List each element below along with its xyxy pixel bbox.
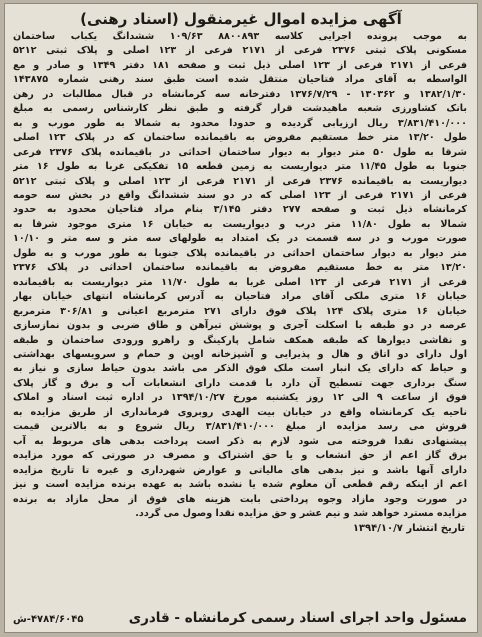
publish-date: تاریخ انتشار ۱۳۹۴/۱۰/۷	[352, 523, 465, 535]
body-line: در صورت وجود مازاد وجوه پرداختی بابت هزینه های فوق از محل مازاد به برنده	[13, 493, 467, 505]
body-line: برق گاز اعم از حق انشعاب و یا حق اشتراک و مصرف در صورتی که مورد مزایده	[13, 450, 467, 462]
notice-page	[4, 3, 478, 633]
body-line: شمالا به طول ۱۱/۸۰ متر درب و دیواریست به خیابان ۱۶ متری موجود شرقا به	[13, 218, 467, 230]
notice-title: آگهی مزایده اموال غیرمنقول (اسناد رهنی)	[80, 10, 402, 28]
notice-code: ۴۷۸۴/۶۰۴۵-ش	[13, 614, 84, 625]
notice-body	[5, 30, 477, 521]
body-line: عرصه در دو طبقه با اسکلت آجری و پوشش تیرآهن و طاق ضربی و بدون نمازسازی	[13, 320, 467, 332]
body-line: ۳/۸۳۱/۴۱۰/۰۰۰ ریال ارزیابی گردیده و حدودا محدود به شمالا به طور مورب و به	[13, 117, 467, 129]
body-line: فروش می رسد مزایده از مبلغ ۳/۸۳۱/۴۱۰/۰۰۰ ریال شروع و به بالاترین قیمت	[13, 421, 467, 433]
body-line: فرعی از ۲۱۷۱ فرعی از ۱۲۳ اصلی غربا به طول ۱۱/۷۰ متر دیواریست به باقیمانده	[13, 276, 467, 288]
body-line: و حیاط که دارای یک انبار است ملک فوق الذکر می باشد بدون حیاط سازی و نیاز به	[13, 363, 467, 375]
body-line: به موجب پرونده اجرایی کلاسه ۸۸۰۰۸۹۳ ۱۰۹/۶۳ ششدانگ یکباب ساختمان	[13, 31, 467, 42]
body-line: سنگ برداری جهت تسطیح آن دارد با قدمت دارای انشعابات آب و برق و گاز پلاک	[13, 377, 467, 389]
body-line: فرعی از ۲۱۷۱ فرعی از ۱۲۳ اصلی که در دو سند ششدانگ واقع در بخش سه حومه	[13, 189, 467, 201]
body-line: بانک کشاورزی شعبه ماهیدشت قرار گرفته و طبق نظر کارشناس رسمی به مبلغ	[13, 103, 467, 115]
body-line: و نقاشی دیوارها که طبقه همکف شامل پارکینگ و راهرو ورودی ساختمان و طبقه	[13, 334, 467, 346]
signature: مسئول واحد اجرای اسناد رسمی کرمانشاه - قادری	[128, 610, 467, 626]
body-line: ۱۳/۲۰ متر به خط مستقیم مفروض به باقیمانده ساختمان احداثی در پلاک ۲۳۷۶	[13, 262, 467, 274]
body-line: دیواریست به باقیمانده ۲۳۷۶ فرعی از ۲۱۷۱ فرعی از ۱۲۳ اصلی و پلاک ثبتی ۵۲۱۲	[13, 175, 467, 187]
body-line: فوق از ساعت ۹ الی ۱۲ روز یکشنبه مورخ ۱۳۹۴/۱۰/۲۷ در اداره ثبت اسناد و املاک	[13, 392, 467, 404]
body-line: خیابان ۱۶ متری پلاک ۱۲۴ پلاک فوق دارای ۲۷۱ مترمربع اعیانی و ۳۰۶/۸۱ مترمربع	[13, 305, 467, 317]
body-line: جنوبا به طول ۱۱/۴۵ متر دیواریست به زمین قطعه ۱۵ تفکیکی غربا به طول ۱۶ متر	[13, 161, 467, 173]
body-line: متر دیوار به دیوار ساختمان احداثی در باقیمانده پلاک جنوبا به طور مورب و به طول	[13, 247, 467, 259]
body-line: اعم از اینکه رقم قطعی آن معلوم شده یا نشده باشد به عهده برنده مزایده است و نیز	[13, 479, 467, 491]
body-line: طول ۱۳/۲۰ متر خط مستقیم مفروض به باقیمانده ساختمان که در پلاک ۱۲۳ اصلی	[13, 132, 467, 144]
signature-row	[13, 610, 467, 626]
body-line: ناحیه یک کرمانشاه واقع در خیابان بیت الهدی روبروی فرمانداری از طریق مزایده به	[13, 406, 467, 418]
body-line: صورت مورب و در سه قسمت در یک امتداد به طولهای سه متر و سه متر و ۱۰/۱۰	[13, 233, 467, 245]
body-line: مسکونی پلاک ثبتی ۲۳۷۶ فرعی از ۲۱۷۱ فرعی از ۱۲۳ اصلی و پلاک ثبتی ۵۲۱۲	[13, 45, 467, 57]
body-line: خیابان ۱۶ متری ملکی آقای مراد فتاحیان به آدرس کرمانشاه انتهای خیابان بهار	[13, 291, 467, 303]
body-line: پیشنهادی نقدا فروخته می شود لازم به ذکر است پرداخت بدهی های مربوط به آب	[13, 435, 467, 447]
body-line: شرقا به طول ۵۰ متر دیوار به دیوار ساختمان احداثی در باقیمانده پلاک ۲۳۷۶ فرعی	[13, 146, 467, 158]
body-line: فرعی از ۲۱۷۱ فرعی از ۱۲۳ اصلی ذیل ثبت و صفحه ۱۸۱ دفتر ۱۳۴۹ و صادر و مع	[13, 59, 467, 71]
body-line: اول دارای دو اتاق و هال و پذیرایی و آشپزخانه اوپن و حمام و سرویسهای بهداشتی	[13, 348, 467, 360]
body-line: کرمانشاه ذیل ثبت و صفحه ۲۷۷ دفتر ۳/۱۴۵ بنام مراد فتاحیان محدود به حدود	[13, 204, 467, 216]
body-line: مزایده مسترد خواهد شد و نیم عشر و حق مزایده نقدا وصول می گردد.	[135, 507, 467, 519]
body-line: دارای آنها باشد و نیز بدهی های مالیاتی و عوارض شهرداری و غیره تا تاریخ مزایده	[13, 464, 467, 476]
body-line: ۱۳۸۲/۱/۳۰ و ۱۳۰۳۶۲ - ۱۳۷۶/۷/۲۹ دفترخانه سه کرمانشاه در قبال مطالبات در رهن	[13, 88, 467, 100]
body-line: الواسطه به آقای مراد فتاحیان منتقل شده است طبق سند رهنی شماره ۱۴۳۸۷۵	[13, 74, 467, 86]
